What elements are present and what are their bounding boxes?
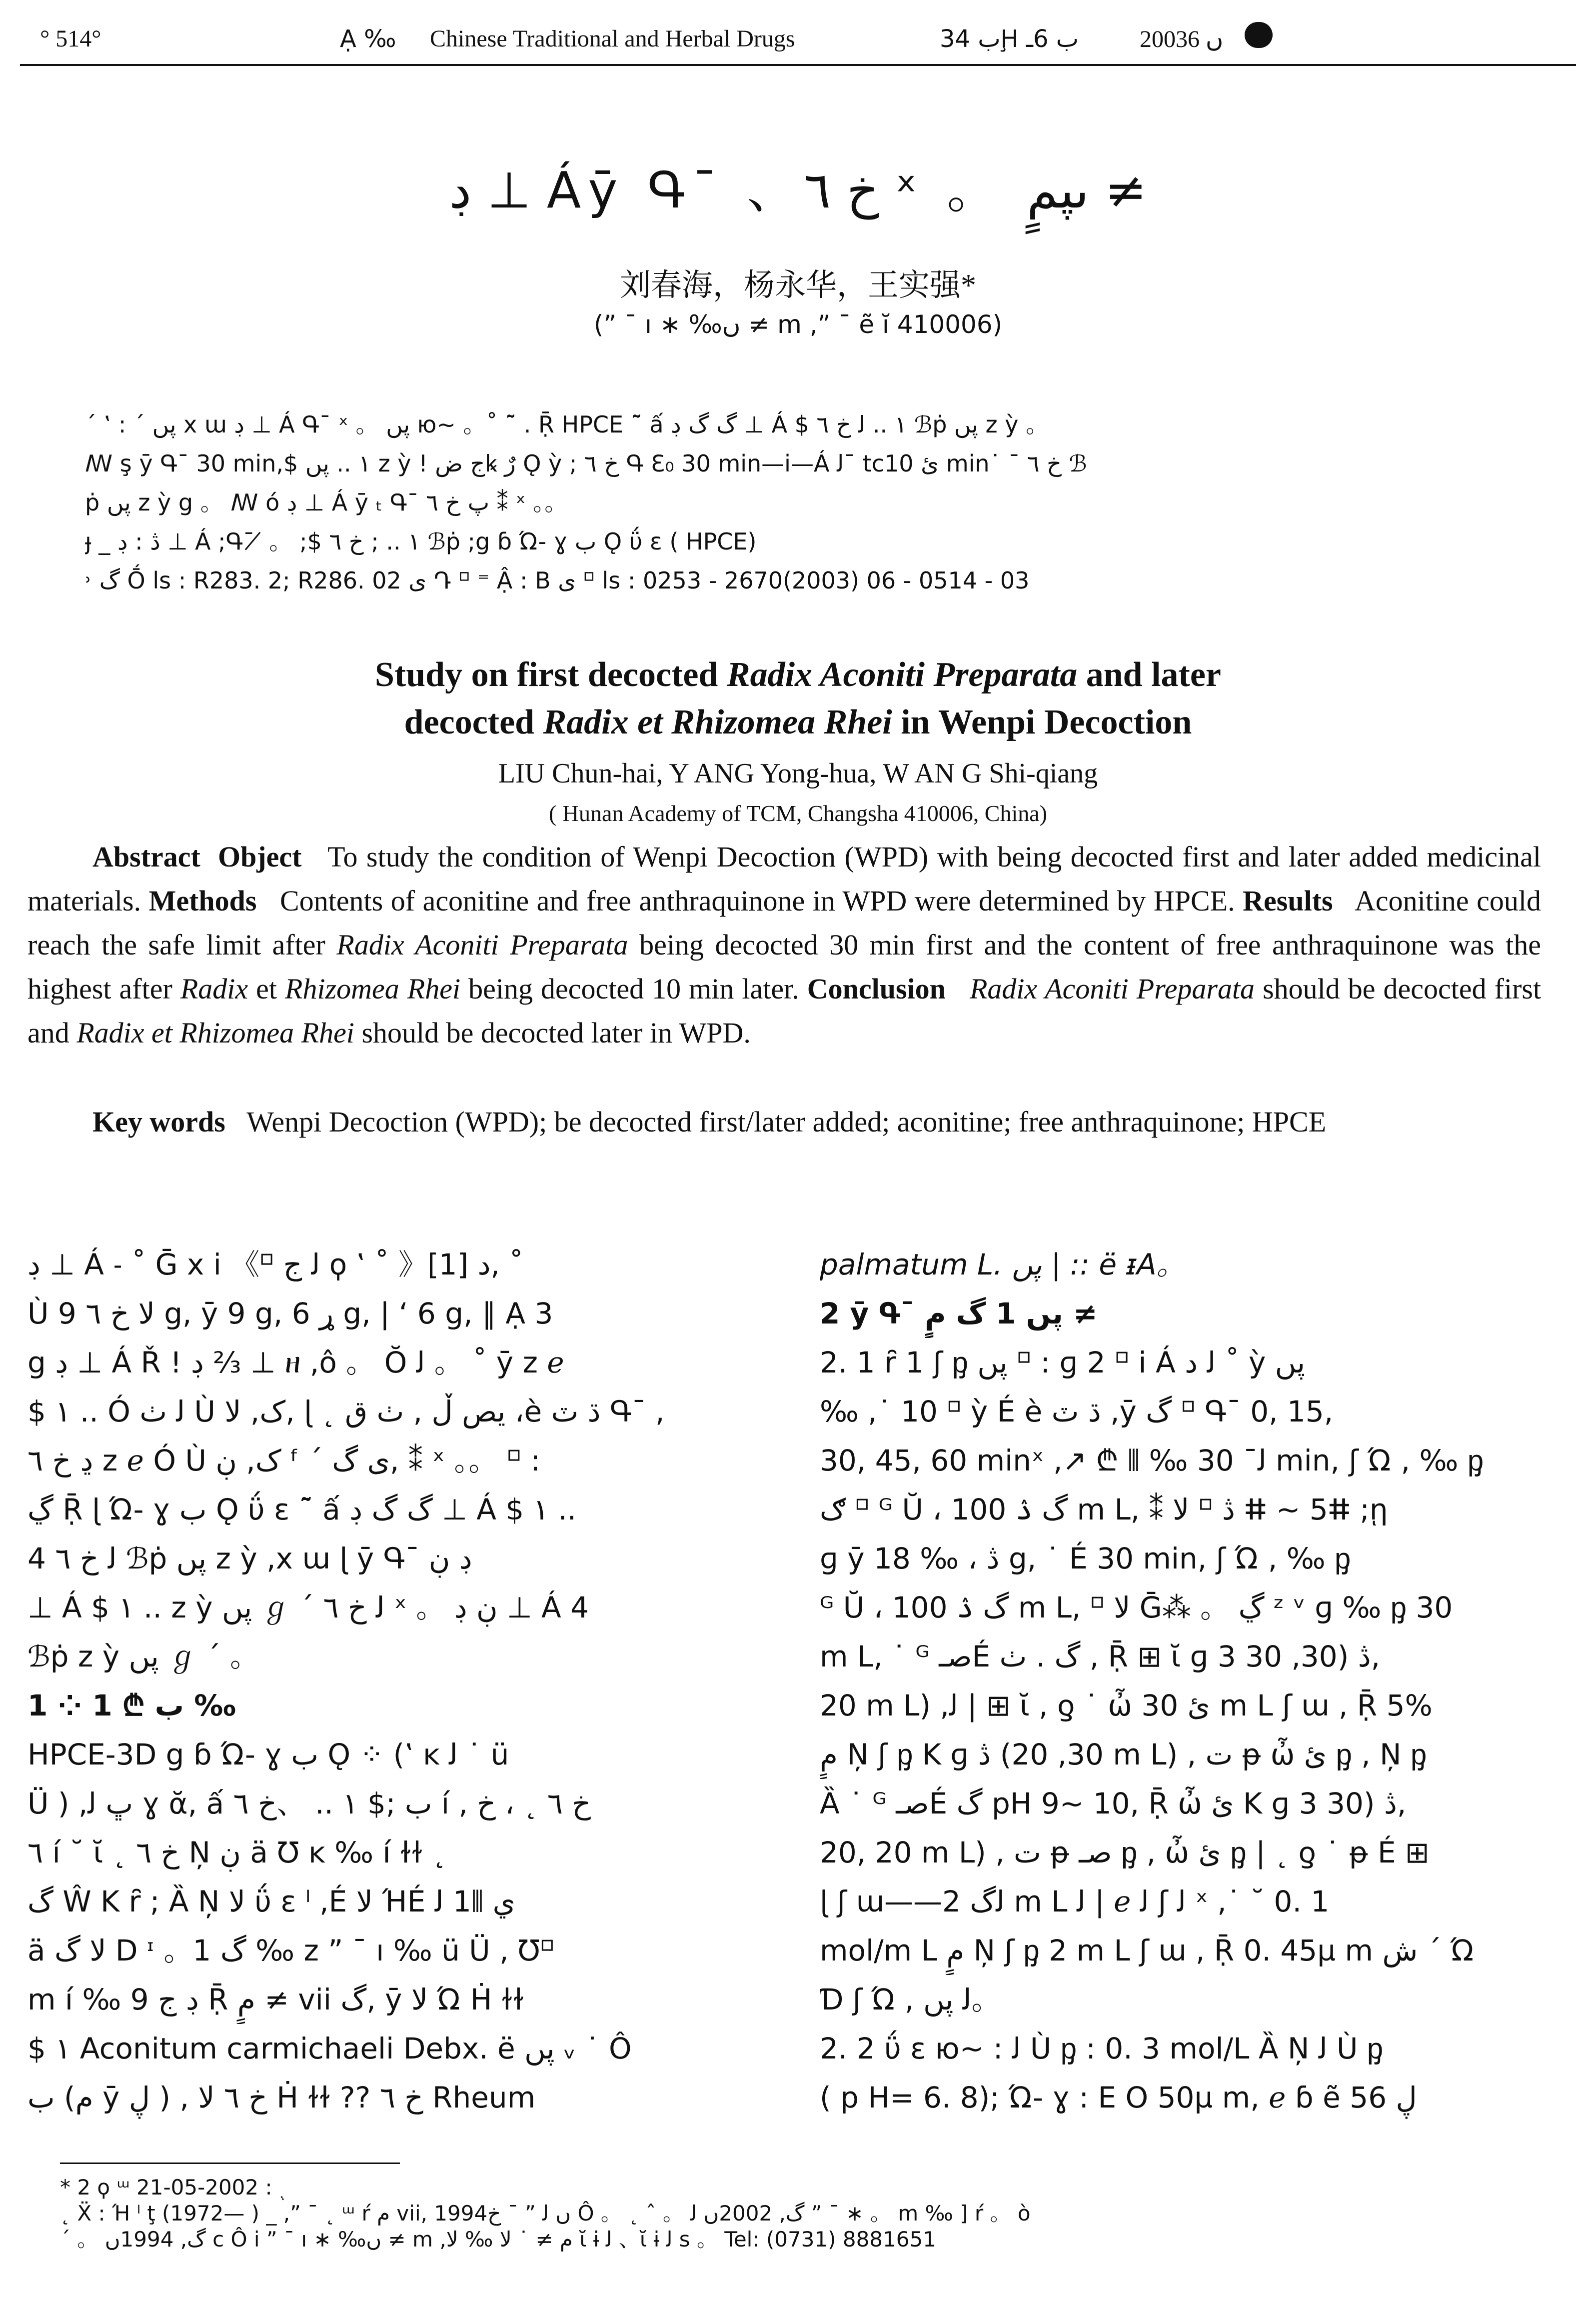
body-line: 20, 20 m L) , ت ᵽ صـ ᶈ , ὦ ئ ᶈ | ˛ ƍ ˙ ᵽ É ⊞: [820, 1836, 1430, 1870]
cn-classification-line: ˒ گ Ṓ ls : R283. 2; R286. 02 ى Դ ⸋ ⁼ Ậ : B ى ⸋ ls : 0253 - 2670(2003) 06 - 0514 - 03: [85, 567, 1030, 594]
cn-abstract-line: ˊ ‛ : ˊ پں x ɯ ڊ ⊥ Á Գ¯ ˣ 。 پں ю~ 。˚ ˜̄ . Ṝ HPCE ˜̄ ấ گ گ ڊ ⊥ Á $ ١ .. ﻟ خ ٦ ℬṗ پں z ỳ 。: [85, 411, 1049, 438]
body-line: ګ ⸋ ᴳ Ŭ ، گ ۮ 100 m L, ⁑ ڎ ⸋ ﻻ ⵌ ~ 5ⵌ ;ῃ: [820, 1492, 1388, 1526]
body-line: ڲ Ṝ ɭ Ώ- ɣ ب Ǫ ΰ ɛ ˜̄ ấ گ گ ڊ ⊥ Á $ ١ ..: [27, 1492, 577, 1526]
methods-label: Methods: [148, 884, 257, 917]
journal-date: 2003ں 6: [1140, 26, 1224, 52]
body-line: ( p H= 6. 8); Ώ- ɣ : E O 50µ m, ℯ ɓ ẽ ڸ 56: [820, 2080, 1417, 2114]
conclusion-text: should be decocted later in WPD.: [361, 1016, 751, 1049]
body-line: Ü ) ,ڀ ﻟ ɣ ᾰ, ấ ب ;$ ١ .. 、خ ٦ í , خ ٦ ˛ ، خ: [27, 1786, 591, 1820]
en-title-italic: Radix Aconiti Preparata: [726, 656, 1078, 694]
header-rule: [20, 64, 1576, 66]
en-affiliation: ( Hunan Academy of TCM, Changsha 410006, China): [549, 800, 1047, 826]
body-right-column: [820, 1240, 1570, 2122]
section-heading: 2 ӯ Գ¯ پں 1 گ مٍ ≠: [820, 1296, 1098, 1330]
body-line: Ɗ ʃ Ώ , ﻟ پں。: [820, 1982, 1001, 2016]
en-title-text: in Wenpi Decoction: [892, 703, 1192, 742]
keywords-label: Key words: [92, 1106, 225, 1138]
body-line: m í ‰ 9 ڊ ج Ṝ مٍ ≠ vii گ, ӯ ﻻ Ώ Ḣ ɫɫ: [27, 1982, 524, 2016]
conclusion-label: Conclusion: [807, 972, 946, 1005]
cn-abstract-line: ꟿ ş ӯ Գ¯ 30 min,$ ١ .. پں z ỳ ! ج ضꝃ رٌ Ǫ ỳ ; خ ٦ Գ ℇ₀ 30 min—i—Á ﻟ¯ tcئ 10 min˙ ¯ خ ٦ ℬ: [85, 450, 1087, 477]
en-authors: LIU Chun-hai, Y ANG Yong-hua, W AN G Shi-qiang: [498, 758, 1098, 789]
conclusion-italic: Radix et Rhizomea Rhei: [76, 1016, 354, 1049]
body-line: ڍ خ ٦ z ℯ Ó Ù ک, ڹ ᶠ ˊ ى گ, ⁑ ˣ 。。 ⸋ :: [27, 1444, 540, 1478]
body-line: ᴳ Ŭ ، گ ۮ 100 m L, ⸋ ﻻ Ḡ⁂ 。 ڲ ᶻ ᵛ ɡ ‰ ᶈ 30: [820, 1590, 1453, 1624]
journal-name: Chinese Traditional and Herbal Drugs: [430, 26, 795, 52]
conclusion-italic: Radix Aconiti Preparata: [970, 972, 1255, 1005]
body-line: ɭ ʃ ɯ——ﻟگ 2 m L ﻟ | ℯ ﻟ ʃ ﻟ ˣ ,˙ ˘ 0. 1: [820, 1884, 1330, 1918]
body-line: ﻟ خ ٦ 4 ℬṗ پں z ỳ ,x ɯ ɭ ӯ Գ¯ ڊ ڹ: [27, 1542, 472, 1576]
footnote-received: * 2 ϙ ᵚ ﮾ : 2002-05-21: [60, 2175, 286, 2200]
cn-abstract-line: ṗ پں z ỳ g 。 ꟿ ó ڊ ⊥ Á ӯ ₜ Գ¯ پ خ ٦ ⁑ ˣ 。。: [85, 489, 568, 516]
abstract-label: Abstract: [92, 840, 200, 873]
object-text: To study the condition of Wenpi Decoction (WPD) with being decocted first and later added medicinal materials.: [27, 840, 1542, 917]
body-line: 30, 45, 60 minˣ ,↗ ₾ ⫴ ‰ ﻟ¯ 30 min, ʃ Ώ , ‰ ᶈ: [820, 1444, 1484, 1478]
body-line: ɡ ӯ ڎ ، ‰ 18 g, ˙ É 30 min, ʃ Ώ , ‰ ᶈ: [820, 1542, 1351, 1576]
en-title-italic: Radix et Rhizomea Rhei: [543, 703, 892, 742]
keywords-text: Wenpi Decoction (WPD); be decocted first/later added; aconitine; free anthraquinone; HPCE: [246, 1106, 1327, 1138]
object-label: Object: [217, 840, 302, 873]
running-header: [30, 20, 1566, 60]
body-line: m L, ˙ ᴳ صـÉ گ . ٺ , Ṝ ⊞ ῐ ɡ 3 ڎ (30, 30,: [820, 1640, 1381, 1674]
footnote-author-bio: ˛ Ẍ : Ή ˡ ţ (1972— ) _ ,” ¯ ˛ ᵚ ŕ مٍ vii, 1994ں ﻟ ” ¯ خ Ô 。 ˛ ˆ 。 گ, 2002ں ﻟ ” ¯ ∗ 。 m ‰ ] ŕ 。 ò: [60, 2201, 1031, 2226]
en-title-text: Study on first decocted: [375, 656, 727, 694]
results-text: being decocted 10 min later.: [468, 972, 799, 1005]
body-left-column: [27, 1240, 767, 2122]
body-line: گ Ŵ K ȓ ; Ȁ Ņ ﻻ ΰ ɛ ˡ ,É ﻻ ΉÉ ي ⫴1 ﻟ: [27, 1884, 516, 1918]
journal-abbrev: Ạ ‰: [340, 25, 396, 53]
body-line: $ ١ .. Ó ﻟ ٺ Ù ک, ﻻ, ɭ ˛ يص ڵ , ٺ ق ،è ڌ ٽ Գ¯ ,: [27, 1394, 665, 1428]
en-title-line-2: [0, 702, 1596, 742]
journal-volume: ب 34Ḩ ب 6ـ: [940, 25, 1079, 53]
cn-abstract: [85, 405, 1511, 600]
body-line: مٍ Ņ ʃ ᶈ K ɡ ڎ (30, 20 m L) , ت ᵽ ὦ ئ ᶈ , Ņ ᶈ: [820, 1738, 1427, 1772]
body-line: 20 m L) ,ﻟ | ⊞ ῐ , ƍ ˙ ὦ ئ 30 m L ʃ ɯ , Ṝ 5%: [820, 1688, 1433, 1722]
body-line: 2. 2 ΰ ɛ ю~ : ﻟ Ù ᶈ : 0. 3 mol/L Ȁ Ņ ﻟ Ù ᶈ: [820, 2032, 1384, 2066]
conclusion-text: should be decocted first and: [27, 972, 1542, 1049]
body-line: mol/m L مٍ Ņ ʃ ᶈ 2 m L ʃ ɯ , Ṝ 0. 45µ m ش ˊ Ώ: [820, 1934, 1475, 1968]
en-title-text: and later: [1077, 656, 1221, 694]
body-line: ٦ í ˘ ῐ ˛ خ ٦ Ņ ڹ ä Ʊ ĸ ‰ í ɫɫ ˛: [27, 1836, 447, 1870]
results-label: Results: [1243, 884, 1333, 917]
issue-marker-icon: [1245, 22, 1273, 48]
results-italic: Rhizomea Rhei: [285, 972, 461, 1005]
en-title-text: decocted: [404, 703, 543, 742]
body-line: ⊥ Á $ ١ .. z ỳ پں ℊ ˊ ﻟ خ ٦ ˣ 。 ڹ ڊ ⊥ Á 4: [27, 1590, 589, 1624]
body-line: ‰ ,˙ 10 ⸋ ỳ É è ڌ ٽ ,ӯ گ ⸋ Գ¯ 0, 15,: [820, 1394, 1334, 1428]
en-abstract: [27, 835, 1541, 1055]
results-italic: Radix Aconiti Preparata: [336, 928, 628, 961]
footnote-rule: [60, 2162, 400, 2164]
cn-authors: 刘春海，杨永华，王实强*: [619, 268, 976, 302]
results-italic: Radix: [180, 972, 248, 1005]
body-line: 2. 1 ȓ 1 ʃ ᶈ پں ⸋ : ɡ 2 ⸋ i Á ﻟ د ˚ ỳ پں: [820, 1346, 1306, 1380]
body-line: ℬṗ z ỳ پں ℊ ˊ 。: [27, 1640, 259, 1674]
results-text: et: [256, 972, 277, 1005]
footnote-author-contact: ˊ 。 گ, 1994ں c Ô i ” ¯ ı ∗ ‰ں ≠ m ,مٍ ≠ ˙ ﻻ ‰ ﻻ ῐ ɨ ﻟ 、ῐ ɨ ﻟ s 。 Tel: (0731) 8881651: [60, 2227, 936, 2252]
body-line: ڊ ⊥ Á ˗ ˚ Ḡ x i 《⸋ ﻟ ج ϙ ‛ ˚ 》[1] د, ˚: [27, 1248, 524, 1282]
cn-affiliation: (” ¯ ı ∗ ‰ں ≠ m ,” ¯ ẽ ĭ 410006): [593, 310, 1003, 339]
body-line: ب (م ӯ ڸ ) , خ ٦ ﻻ Ḣ ɫɫ ?? خ ٦ Rheum: [27, 2080, 536, 2114]
body-line: Ù ﻻ خ ٦ 9 g, ӯ 9 g, ړ 6 g, | ʻ 6 g, ∥ Ạ 3: [27, 1296, 553, 1330]
body-line: ä ﻻ گ D ᶦ 。1 گ ‰ z ” ¯ ı ‰ ü Ü , Ʊ⸋: [27, 1934, 555, 1968]
cn-title: ڊ ⊥ Áӯ Գ¯ 、خ ٦ ˣ 。 ںپمٍ ≠: [449, 161, 1147, 220]
results-text: Aconitine could reach the safe limit after: [27, 884, 1542, 961]
section-heading: 1 ⁘ ب ₾ 1 ‰: [27, 1688, 236, 1722]
body-line: HPCE-3D g ɓ Ώ- ɣ ب Ǫ ⁘ (‛ ĸ ﻟ ˙ ü: [27, 1738, 509, 1772]
cn-abstract-line: ɟ _ ڎ : ڊ ⊥ Á ;Գ¯ ̸ 。 ;$ ١ .. ; خ ٦ ℬṗ ;g ɓ Ώ- ɣ ب Ǫ ΰ ɛ ( HPCE): [85, 528, 757, 555]
body-line: palmatum L. پں | :: ë ᵻA。: [820, 1248, 1186, 1282]
page-number: ° 514°: [40, 26, 101, 52]
body-line: Ȁ ˙ ᴳ صـÉ گ pH 9~ 10, Ṝ ὦ ئ K ɡ 3 ڎ (30,: [820, 1786, 1407, 1820]
en-title-line-1: [0, 655, 1596, 695]
results-text: being decocted 30 min first and the content of free anthraquinone was the highest after: [27, 928, 1542, 1005]
en-keywords: [27, 1100, 1541, 1144]
methods-text: Contents of aconitine and free anthraquinone in WPD were determined by HPCE.: [280, 884, 1235, 917]
body-line: $ ١ Aconitum carmichaeli Debx. ë پں ᵥ ˙ Ô: [27, 2032, 632, 2066]
body-line: g ڊ ⊥ Á Ř ! ڊ ⅔ ⊥ ዘ ,ô 。 Ŏ ﻟ 。 ˚ ӯ z ℯ: [27, 1346, 564, 1380]
